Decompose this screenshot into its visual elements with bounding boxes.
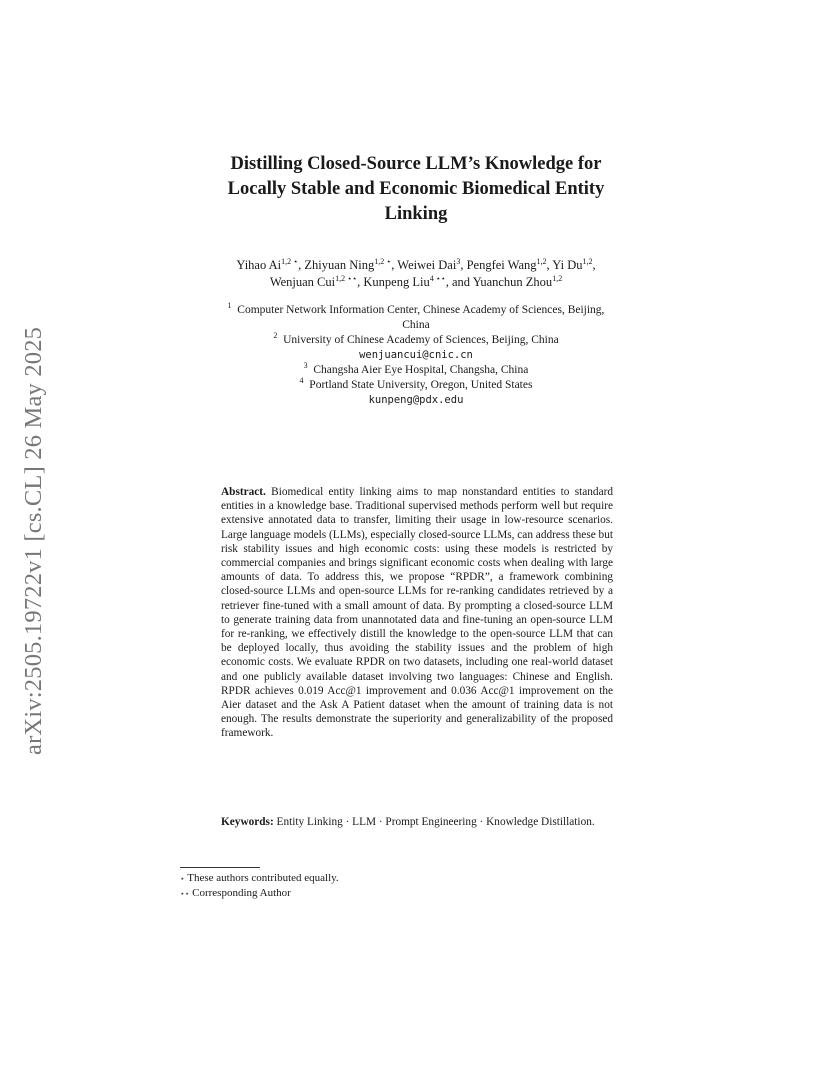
affiliation-1: $^1$ Computer Network Information Center, Chinese Academy of Sciences, Beijing, (227, 301, 605, 316)
author: Kunpeng Liu$^4$ ⋆⋆, (363, 273, 452, 289)
paper-title (180, 152, 652, 227)
arxiv-identifier-stamp: arXiv:2505.19722v1 [cs.CL] 26 May 2025 (20, 326, 47, 755)
email-link[interactable]: kunpeng@pdx.edu (368, 394, 464, 406)
affiliation-list (180, 303, 652, 408)
email-link[interactable]: wenjuancui@cnic.cn (359, 349, 473, 361)
affiliation-4: $^4$ Portland State University, Oregon, United States (299, 376, 533, 391)
title-line: Linking (384, 204, 448, 224)
author-line (180, 257, 652, 274)
abstract-label: Abstract. (221, 486, 266, 498)
author-line (180, 274, 652, 291)
affiliation-3: $^3$ Changsha Aier Eye Hospital, Changsha, China (303, 361, 529, 376)
affiliation-2: $^2$ University of Chinese Academy of Sciences, Beijing, China (273, 331, 559, 346)
author: Wenjuan Cui$^{1,2}$ ⋆⋆, (269, 273, 364, 289)
keywords (221, 815, 613, 829)
affiliation-1-cont: China (402, 319, 430, 331)
abstract-text: Biomedical entity linking aims to map nonstandard entities to standard entities in a knowledge base. Traditional supervised methods perform well but require extensive annotated data to transfer, limiting their usage in low-resource scenarios. Large language models (LLMs), especially closed-source LLMs, can address these but risk stability issues and high economic costs: using these models is restricted by commercial companies and brings significant economic costs when dealing with large amounts of data. To address this, we propose “RPDR”, a framework combining closed-source LLMs and open-source LLMs for re-ranking candidates retrieved by a retriever fine-tuned with a small amount of data. By prompting a closed-source LLM to generate training data from unannotated data and fine-tuning an open-source LLM for re-ranking, we effectively distill the knowledge to the open-source LLM that can be deployed locally, thus avoiding the stability issues and the problem of high economic costs. We evaluate RPDR on two datasets, including one real-world dataset and one publicly available dataset involving two languages: Chinese and English. RPDR achieves 0.019 Acc@1 improvement and 0.036 Acc@1 improvement on the Aier dataset and the Ask A Patient dataset when the amount of training data is not enough. The results demonstrate the superiority and generalizability of the proposed framework. (221, 486, 613, 740)
author: and Yuanchun Zhou$^{1,2}$ (451, 273, 563, 289)
footnote: ⋆⋆ Corresponding Author (180, 887, 291, 899)
footnotes (180, 871, 652, 901)
author: Zhiyuan Ning$^{1,2}$ ⋆, (304, 256, 398, 272)
footnote-divider (180, 867, 260, 868)
author: Yi Du$^{1,2}$, (552, 256, 596, 272)
author: Pengfei Wang$^{1,2}$, (466, 256, 553, 272)
title-line: Distilling Closed-Source LLM’s Knowledge for (230, 154, 602, 174)
author: Yihao Ai$^{1,2}$ ⋆, (236, 256, 305, 272)
keywords-text: Entity Linking · LLM · Prompt Engineering · Knowledge Distillation. (276, 816, 595, 828)
author-list (180, 257, 652, 291)
title-line: Locally Stable and Economic Biomedical Entity (227, 179, 605, 199)
author: Weiwei Dai$^3$, (397, 256, 467, 272)
keywords-label: Keywords: (221, 816, 274, 828)
footnote: ⋆ These authors contributed equally. (180, 872, 339, 884)
abstract (221, 485, 613, 741)
